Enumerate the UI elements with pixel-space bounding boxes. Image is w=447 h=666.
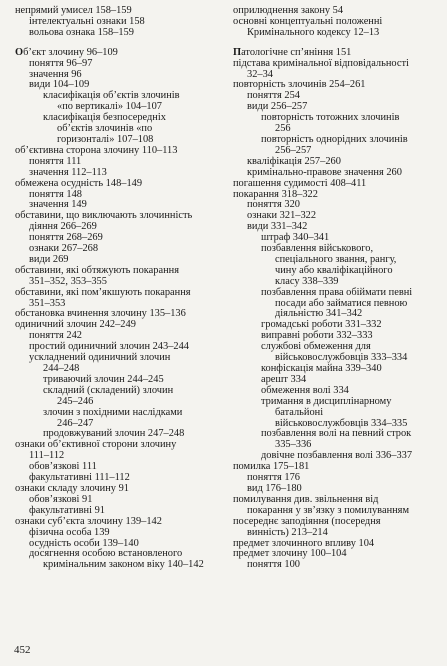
index-entry: поняття 148 [29, 188, 83, 200]
index-entry: види 104–109 [29, 79, 90, 91]
index-entry: значення 96 [29, 68, 82, 80]
index-entry: Кримінального кодексу 12–13 [247, 26, 380, 38]
index-entry: помилка 175–181 [233, 461, 310, 473]
index-entry: винність) 213–214 [247, 526, 328, 538]
index-entry: поняття 320 [247, 199, 301, 211]
index-entry: позбавлення волі на певний строк [261, 428, 412, 440]
index-entry: обставини, що виключають злочинність [15, 210, 193, 222]
index-entry: чину або кваліфікаційного [275, 264, 393, 276]
index-entry: досягнення особою встановленого [29, 548, 183, 560]
index-entry: погашення судимості 408–411 [233, 177, 367, 189]
index-entry: позбавлення військового, [261, 243, 374, 255]
index-entry: об’єктивна сторона злочину 110–113 [15, 144, 178, 156]
index-entry: поняття 268–269 [29, 232, 103, 244]
index-entry: види 256–257 [247, 101, 308, 113]
index-entry: 256–257 [275, 144, 312, 156]
index-entry: покарання 318–322 [233, 188, 318, 200]
index-entry: факультативні 111–112 [29, 472, 130, 484]
index-entry: батальйоні [275, 406, 324, 418]
index-entry: «по вертикалі» 104–107 [57, 101, 162, 113]
index-entry: обов’язкові 91 [29, 493, 93, 505]
index-entry: посереднє заподіяння (посередня [233, 515, 381, 527]
index-entry: спеціального звання, рангу, [275, 253, 397, 265]
index-entry: вольова ознака 158–159 [29, 26, 134, 38]
index-entry: оприлюднення закону 54 [233, 5, 344, 16]
index-column-right [233, 6, 441, 571]
index-entry: 245–246 [57, 395, 94, 407]
index-entry: військовослужбовців 333–334 [275, 352, 408, 364]
index-entry: 351–353 [29, 297, 66, 309]
index-entry: 111–112 [29, 450, 65, 462]
index-entry: службові обмеження для [261, 341, 371, 353]
index-entry: обмежена осудність 148–149 [15, 177, 143, 189]
index-entry: складний (складений) злочин [43, 384, 174, 396]
index-entry: Об’єкт злочину 96–109 [15, 46, 118, 58]
index-entry: повторність злочинів 254–261 [233, 79, 366, 91]
index-entry: види 269 [29, 253, 69, 265]
index-entry: триваючий злочин 244–245 [43, 373, 164, 385]
index-entry: діяльністю 341–342 [275, 308, 363, 320]
index-entry: непрямий умисел 158–159 [15, 5, 132, 16]
index-entry: продовжуваний злочин 247–248 [43, 428, 185, 440]
index-entry: покарання у зв’язку з помилуванням [247, 504, 410, 516]
index-entry: класифікація об’єктів злочинів [43, 90, 180, 102]
page-number: 452 [14, 644, 31, 656]
index-entry: обставини, які пом’якшують покарання [15, 286, 191, 298]
index-entry: обстановка вчинення злочину 135–136 [15, 308, 186, 320]
index-entry: злочин з похідними наслідками [43, 406, 183, 418]
index-entry: обов’язкові 111 [29, 461, 97, 473]
index-entry: обставини, які обтяжують покарання [15, 264, 179, 276]
index-entry: класу 338–339 [275, 275, 339, 287]
index-entry: простий одиничний злочин 243–244 [29, 341, 189, 353]
index-entry: вид 176–180 [247, 482, 302, 494]
index-entry: ознаки складу злочину 91 [15, 482, 129, 494]
index-entry: ускладнений одиничний злочин [29, 352, 171, 364]
index-entry: повторність тотожних злочинів [261, 112, 400, 124]
index-entry: горизонталі» 107–108 [57, 133, 154, 145]
index-entry: повторність однорідних злочинів [261, 133, 408, 145]
index-entry: 246–247 [57, 417, 94, 429]
index-entry: значення 112–113 [29, 166, 107, 178]
index-entry: тримання в дисциплінарному [261, 395, 392, 407]
index-entry: поняття 111 [29, 155, 82, 167]
index-entry: штраф 340–341 [261, 232, 330, 244]
index-entry: предмет злочину 100–104 [233, 548, 347, 560]
index-entry: 244–248 [43, 363, 80, 374]
index-entry: фізична особа 139 [29, 526, 110, 538]
index-entry: Патологічне сп’яніння 151 [233, 46, 352, 58]
index-entry: поняття 100 [247, 559, 301, 571]
index-entry: ознаки 267–268 [29, 243, 99, 255]
index-entry: 335–336 [275, 439, 312, 451]
index-entry: громадські роботи 331–332 [261, 319, 382, 331]
index-entry: довічне позбавлення волі 336–337 [261, 450, 413, 462]
index-column-left [15, 6, 223, 571]
index-entry: діяння 266–269 [29, 221, 97, 233]
index-entry: кваліфікація 257–260 [247, 155, 341, 167]
index-entry: 32–34 [247, 68, 273, 80]
index-entry: ознаки суб’єкта злочину 139–142 [15, 515, 162, 527]
index-entry: помилування див. звільнення від [233, 493, 379, 505]
index-entry: підстава кримінальної відповідальності [233, 57, 409, 69]
index-entry: основні концептуальні положенні [233, 15, 383, 27]
index-entry: обмеження волі 334 [261, 384, 349, 396]
index-entry: позбавлення права обіймати певні [261, 286, 413, 298]
index-entry: арешт 334 [261, 373, 307, 385]
index-entry: класифікація безпосередніх [43, 112, 166, 124]
index-entry: 256 [275, 123, 291, 135]
index-entry: інтелектуальні ознаки 158 [29, 15, 145, 27]
index-entry: поняття 96–97 [29, 57, 93, 69]
index-entry: військовослужбовців 334–335 [275, 417, 408, 429]
index-entry: поняття 254 [247, 90, 301, 102]
index-entry: кримінальним законом віку 140–142 [43, 559, 204, 571]
index-entry: предмет злочинного впливу 104 [233, 537, 375, 549]
index-entry: значення 149 [29, 199, 87, 211]
index-entry: факультативні 91 [29, 504, 105, 516]
index-entry: ознаки 321–322 [247, 210, 317, 222]
index-entry: поняття 242 [29, 330, 83, 342]
index-entry: конфіскація майна 339–340 [261, 363, 382, 374]
index-entry: осудність особи 139–140 [29, 537, 139, 549]
index-entry: посади або займатися певною [275, 297, 408, 309]
index-entry: ознаки об’єктивної сторони злочину [15, 439, 177, 451]
index-entry: 351–352, 353–355 [29, 275, 107, 287]
index-entry: об’єктів злочинів «по [57, 123, 153, 135]
index-entry: види 331–342 [247, 221, 308, 233]
index-entry: поняття 176 [247, 472, 301, 484]
index-entry: кримінально-правове значення 260 [247, 166, 402, 178]
index-entry: виправні роботи 332–333 [261, 330, 373, 342]
index-entry: одиничний злочин 242–249 [15, 319, 136, 331]
